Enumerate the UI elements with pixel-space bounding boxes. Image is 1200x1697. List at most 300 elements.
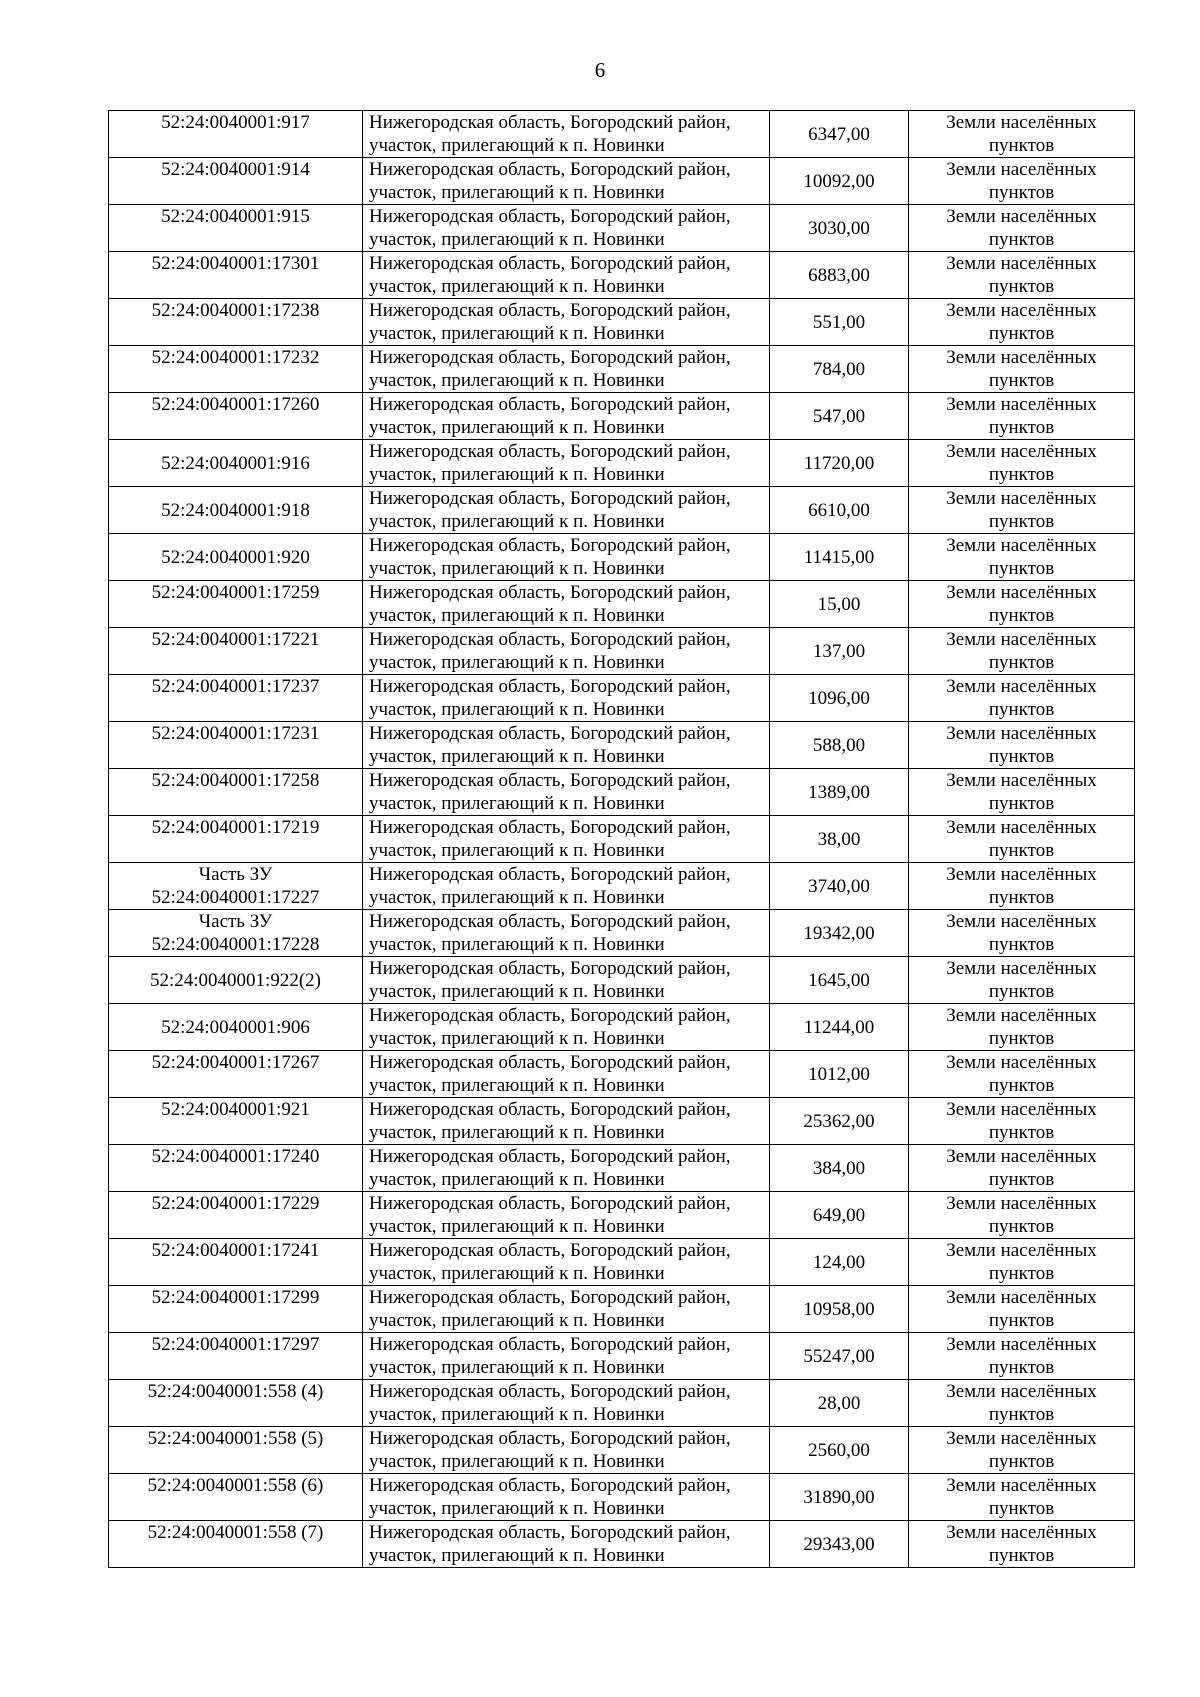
land-category-cell — [909, 440, 1135, 487]
table-row — [109, 111, 1135, 158]
address-cell — [363, 722, 770, 769]
address-cell — [363, 1098, 770, 1145]
address-cell-line: Нижегородская область, Богородский район, — [369, 1475, 731, 1496]
address-cell-line: Нижегородская область, Богородский район, — [369, 723, 731, 744]
land-category-cell-line: пунктов — [988, 323, 1055, 344]
cadastral-number-cell-line: 52:24:0040001:17259 — [151, 582, 320, 603]
address-cell-line: Нижегородская область, Богородский район, — [369, 300, 731, 321]
land-category-cell-line: пунктов — [988, 793, 1055, 814]
address-cell — [363, 299, 770, 346]
address-cell-line: Нижегородская область, Богородский район, — [369, 206, 731, 227]
address-cell-line: участок, прилегающий к п. Новинки — [369, 1498, 665, 1519]
cadastral-number-cell — [109, 346, 363, 393]
area-cell: 38,00 — [770, 816, 909, 863]
land-category-cell-line: пунктов — [988, 840, 1055, 861]
cadastral-number-cell — [109, 205, 363, 252]
cadastral-number-cell — [109, 1333, 363, 1380]
land-category-cell — [909, 581, 1135, 628]
table-row — [109, 1239, 1135, 1286]
cadastral-number-cell-line: 52:24:0040001:918 — [161, 499, 310, 521]
table-row — [109, 675, 1135, 722]
address-cell-line: Нижегородская область, Богородский район, — [369, 1099, 731, 1120]
address-cell — [363, 816, 770, 863]
address-cell-line: Нижегородская область, Богородский район, — [369, 1522, 731, 1543]
table-row — [109, 252, 1135, 299]
land-category-cell — [909, 111, 1135, 158]
address-cell-line: участок, прилегающий к п. Новинки — [369, 652, 665, 673]
land-category-cell-line: пунктов — [988, 605, 1055, 626]
land-category-cell-line: Земли населённых — [946, 1475, 1097, 1496]
cadastral-number-cell — [109, 111, 363, 158]
address-cell-line: Нижегородская область, Богородский район, — [369, 1193, 731, 1214]
address-cell-line: Нижегородская область, Богородский район, — [369, 441, 731, 462]
cadastral-number-cell — [109, 675, 363, 722]
land-category-cell — [909, 769, 1135, 816]
land-category-cell-line: пунктов — [988, 276, 1055, 297]
cadastral-number-cell — [109, 1239, 363, 1286]
land-category-cell-line: пунктов — [988, 934, 1055, 955]
address-cell — [363, 111, 770, 158]
land-category-cell — [909, 1239, 1135, 1286]
address-cell — [363, 957, 770, 1004]
land-category-cell-line: пунктов — [988, 1263, 1055, 1284]
land-category-cell-line: Земли населённых — [946, 817, 1097, 838]
address-cell-line: участок, прилегающий к п. Новинки — [369, 511, 665, 532]
table-row — [109, 487, 1135, 534]
cadastral-number-cell — [109, 1521, 363, 1568]
address-cell-line: участок, прилегающий к п. Новинки — [369, 1263, 665, 1284]
address-cell — [363, 1051, 770, 1098]
land-category-cell-line: Земли населённых — [946, 1193, 1097, 1214]
area-cell: 11720,00 — [770, 440, 909, 487]
land-category-cell-line: пунктов — [988, 1216, 1055, 1237]
address-cell-line: участок, прилегающий к п. Новинки — [369, 887, 665, 908]
area-cell: 10092,00 — [770, 158, 909, 205]
land-category-cell-line: пунктов — [988, 370, 1055, 391]
address-cell-line: Нижегородская область, Богородский район, — [369, 911, 731, 932]
area-cell: 588,00 — [770, 722, 909, 769]
table-row — [109, 1004, 1135, 1051]
land-category-cell-line: Земли населённых — [946, 958, 1097, 979]
cadastral-number-cell-line: 52:24:0040001:17219 — [151, 817, 320, 838]
land-category-cell — [909, 910, 1135, 957]
address-cell-line: Нижегородская область, Богородский район, — [369, 535, 731, 556]
land-category-cell — [909, 675, 1135, 722]
cadastral-number-cell-line: 52:24:0040001:17227 — [151, 887, 320, 908]
area-cell: 1012,00 — [770, 1051, 909, 1098]
address-cell-line: участок, прилегающий к п. Новинки — [369, 1545, 665, 1566]
area-cell: 2560,00 — [770, 1427, 909, 1474]
land-category-cell-line: пунктов — [988, 229, 1055, 250]
land-category-cell-line: Земли населённых — [946, 441, 1097, 462]
address-cell-line: участок, прилегающий к п. Новинки — [369, 323, 665, 344]
address-cell — [363, 393, 770, 440]
land-category-cell-line: пунктов — [988, 1404, 1055, 1425]
cadastral-number-cell-line: 52:24:0040001:17299 — [151, 1287, 320, 1308]
table-row — [109, 534, 1135, 581]
area-cell: 19342,00 — [770, 910, 909, 957]
area-cell: 1645,00 — [770, 957, 909, 1004]
cadastral-number-cell-line: 52:24:0040001:558 (5) — [147, 1428, 324, 1449]
table-row — [109, 1051, 1135, 1098]
cadastral-number-cell-line: 52:24:0040001:17231 — [151, 723, 320, 744]
area-cell: 10958,00 — [770, 1286, 909, 1333]
table-row — [109, 393, 1135, 440]
land-category-cell-line: Земли населённых — [946, 112, 1097, 133]
land-category-cell — [909, 722, 1135, 769]
land-category-cell — [909, 1474, 1135, 1521]
table-row — [109, 205, 1135, 252]
cadastral-number-cell — [109, 769, 363, 816]
address-cell — [363, 1286, 770, 1333]
area-cell: 28,00 — [770, 1380, 909, 1427]
address-cell-line: Нижегородская область, Богородский район, — [369, 817, 731, 838]
address-cell — [363, 1239, 770, 1286]
address-cell-line: участок, прилегающий к п. Новинки — [369, 1216, 665, 1237]
area-cell: 6610,00 — [770, 487, 909, 534]
table-row — [109, 1427, 1135, 1474]
land-category-cell-line: пунктов — [988, 652, 1055, 673]
land-category-cell-line: пунктов — [988, 981, 1055, 1002]
cadastral-number-cell — [109, 534, 363, 581]
cadastral-number-cell-line: 52:24:0040001:922(2) — [150, 969, 321, 991]
cadastral-number-cell-line: 52:24:0040001:17229 — [151, 1193, 320, 1214]
address-cell-line: участок, прилегающий к п. Новинки — [369, 934, 665, 955]
address-cell-line: участок, прилегающий к п. Новинки — [369, 558, 665, 579]
address-cell — [363, 534, 770, 581]
cadastral-number-cell-line: 52:24:0040001:914 — [161, 159, 310, 180]
land-category-cell — [909, 1286, 1135, 1333]
table-row — [109, 1474, 1135, 1521]
area-cell: 31890,00 — [770, 1474, 909, 1521]
address-cell-line: участок, прилегающий к п. Новинки — [369, 1357, 665, 1378]
cadastral-number-cell-line: 52:24:0040001:17237 — [151, 676, 320, 697]
land-category-cell-line: пунктов — [988, 1451, 1055, 1472]
land-category-cell — [909, 393, 1135, 440]
address-cell — [363, 1427, 770, 1474]
area-cell: 3740,00 — [770, 863, 909, 910]
land-category-cell-line: Земли населённых — [946, 1240, 1097, 1261]
table-row — [109, 440, 1135, 487]
cadastral-number-cell — [109, 1192, 363, 1239]
cadastral-number-cell-line: Часть ЗУ — [198, 911, 273, 932]
table-row — [109, 1333, 1135, 1380]
table-row — [109, 581, 1135, 628]
address-cell-line: Нижегородская область, Богородский район, — [369, 1334, 731, 1355]
land-category-cell — [909, 158, 1135, 205]
land-category-cell — [909, 863, 1135, 910]
land-category-cell — [909, 1427, 1135, 1474]
land-category-cell-line: Земли населённых — [946, 1005, 1097, 1026]
land-category-cell-line: Земли населённых — [946, 206, 1097, 227]
table-row — [109, 910, 1135, 957]
table-row — [109, 1098, 1135, 1145]
cadastral-number-cell-line: 52:24:0040001:558 (6) — [147, 1475, 324, 1496]
land-category-cell-line: пунктов — [988, 746, 1055, 767]
cadastral-number-cell — [109, 487, 363, 534]
address-cell — [363, 252, 770, 299]
land-category-cell-line: пунктов — [988, 182, 1055, 203]
cadastral-number-cell — [109, 722, 363, 769]
land-category-cell — [909, 1333, 1135, 1380]
land-category-cell-line: пунктов — [988, 1075, 1055, 1096]
land-category-cell-line: Земли населённых — [946, 864, 1097, 885]
land-category-cell-line: пунктов — [988, 1498, 1055, 1519]
land-category-cell — [909, 1145, 1135, 1192]
table-row — [109, 957, 1135, 1004]
land-category-cell-line: Земли населённых — [946, 253, 1097, 274]
land-category-cell-line: Земли населённых — [946, 1099, 1097, 1120]
address-cell-line: участок, прилегающий к п. Новинки — [369, 276, 665, 297]
area-cell: 25362,00 — [770, 1098, 909, 1145]
cadastral-number-cell — [109, 1380, 363, 1427]
land-category-cell-line: Земли населённых — [946, 1146, 1097, 1167]
address-cell — [363, 346, 770, 393]
cadastral-number-cell-line: 52:24:0040001:921 — [161, 1099, 310, 1120]
address-cell-line: Нижегородская область, Богородский район, — [369, 582, 731, 603]
area-cell: 11415,00 — [770, 534, 909, 581]
table-row — [109, 863, 1135, 910]
address-cell — [363, 863, 770, 910]
address-cell-line: участок, прилегающий к п. Новинки — [369, 1310, 665, 1331]
area-cell: 1389,00 — [770, 769, 909, 816]
area-cell: 384,00 — [770, 1145, 909, 1192]
cadastral-number-cell-line: 52:24:0040001:17238 — [151, 300, 320, 321]
address-cell — [363, 675, 770, 722]
land-category-cell-line: Земли населённых — [946, 629, 1097, 650]
land-category-cell-line: пунктов — [988, 464, 1055, 485]
table-row — [109, 1145, 1135, 1192]
cadastral-number-cell-line: 52:24:0040001:915 — [161, 206, 310, 227]
address-cell-line: участок, прилегающий к п. Новинки — [369, 370, 665, 391]
cadastral-number-cell-line: 52:24:0040001:17241 — [151, 1240, 320, 1261]
address-cell-line: Нижегородская область, Богородский район, — [369, 1287, 731, 1308]
address-cell — [363, 628, 770, 675]
land-category-cell-line: пунктов — [988, 699, 1055, 720]
address-cell-line: участок, прилегающий к п. Новинки — [369, 229, 665, 250]
table-row — [109, 628, 1135, 675]
land-category-cell-line: Земли населённых — [946, 535, 1097, 556]
land-category-cell — [909, 1521, 1135, 1568]
address-cell-line: Нижегородская область, Богородский район, — [369, 1381, 731, 1402]
cadastral-number-cell — [109, 1004, 363, 1051]
cadastral-number-cell — [109, 1427, 363, 1474]
cadastral-number-cell-line: 52:24:0040001:916 — [161, 452, 310, 474]
address-cell-line: Нижегородская область, Богородский район, — [369, 1240, 731, 1261]
area-cell: 649,00 — [770, 1192, 909, 1239]
area-cell: 55247,00 — [770, 1333, 909, 1380]
land-category-cell — [909, 534, 1135, 581]
address-cell — [363, 1521, 770, 1568]
cadastral-number-cell-line: 52:24:0040001:17228 — [151, 934, 320, 955]
area-cell: 784,00 — [770, 346, 909, 393]
address-cell-line: участок, прилегающий к п. Новинки — [369, 605, 665, 626]
cadastral-number-cell — [109, 1474, 363, 1521]
table-row — [109, 769, 1135, 816]
land-category-cell-line: Земли населённых — [946, 1334, 1097, 1355]
address-cell-line: участок, прилегающий к п. Новинки — [369, 1451, 665, 1472]
cadastral-number-cell-line: 52:24:0040001:17297 — [151, 1334, 320, 1355]
land-category-cell-line: Земли населённых — [946, 347, 1097, 368]
cadastral-number-cell — [109, 158, 363, 205]
address-cell-line: Нижегородская область, Богородский район, — [369, 394, 731, 415]
address-cell-line: участок, прилегающий к п. Новинки — [369, 1404, 665, 1425]
area-cell: 11244,00 — [770, 1004, 909, 1051]
land-category-cell-line: пунктов — [988, 1357, 1055, 1378]
address-cell-line: участок, прилегающий к п. Новинки — [369, 793, 665, 814]
address-cell-line: Нижегородская область, Богородский район, — [369, 112, 731, 133]
table-row — [109, 299, 1135, 346]
land-category-cell-line: пунктов — [988, 1028, 1055, 1049]
address-cell-line: Нижегородская область, Богородский район, — [369, 629, 731, 650]
table-row — [109, 1286, 1135, 1333]
address-cell — [363, 1004, 770, 1051]
address-cell — [363, 440, 770, 487]
land-category-cell-line: Земли населённых — [946, 1522, 1097, 1543]
land-category-cell-line: Земли населённых — [946, 394, 1097, 415]
land-category-cell-line: пунктов — [988, 558, 1055, 579]
table-row — [109, 158, 1135, 205]
cadastral-number-cell — [109, 1145, 363, 1192]
area-cell: 15,00 — [770, 581, 909, 628]
land-category-cell — [909, 205, 1135, 252]
cadastral-number-cell-line: 52:24:0040001:17267 — [151, 1052, 320, 1073]
cadastral-number-cell — [109, 910, 363, 957]
land-category-cell — [909, 1051, 1135, 1098]
land-category-cell-line: Земли населённых — [946, 1287, 1097, 1308]
cadastral-number-cell — [109, 628, 363, 675]
table-row — [109, 1192, 1135, 1239]
address-cell — [363, 1145, 770, 1192]
land-category-cell-line: пунктов — [988, 417, 1055, 438]
address-cell — [363, 158, 770, 205]
address-cell-line: Нижегородская область, Богородский район, — [369, 1146, 731, 1167]
cadastral-number-cell-line: 52:24:0040001:558 (4) — [147, 1381, 324, 1402]
land-category-cell — [909, 1192, 1135, 1239]
cadastral-number-cell-line: 52:24:0040001:920 — [161, 546, 310, 568]
land-category-cell — [909, 1004, 1135, 1051]
address-cell-line: Нижегородская область, Богородский район, — [369, 958, 731, 979]
address-cell-line: участок, прилегающий к п. Новинки — [369, 699, 665, 720]
cadastral-number-cell-line: 52:24:0040001:906 — [161, 1016, 310, 1038]
cadastral-number-cell — [109, 252, 363, 299]
cadastral-number-cell-line: 52:24:0040001:17258 — [151, 770, 320, 791]
table-row — [109, 722, 1135, 769]
address-cell-line: участок, прилегающий к п. Новинки — [369, 981, 665, 1002]
table-row — [109, 1521, 1135, 1568]
address-cell-line: Нижегородская область, Богородский район, — [369, 159, 731, 180]
cadastral-number-cell-line: 52:24:0040001:558 (7) — [147, 1522, 324, 1543]
cadastral-number-cell-line: 52:24:0040001:917 — [161, 112, 310, 133]
land-category-cell-line: Земли населённых — [946, 676, 1097, 697]
land-category-cell — [909, 1098, 1135, 1145]
cadastral-number-cell-line: 52:24:0040001:17221 — [151, 629, 320, 650]
address-cell-line: участок, прилегающий к п. Новинки — [369, 1028, 665, 1049]
area-cell: 6347,00 — [770, 111, 909, 158]
land-category-cell — [909, 299, 1135, 346]
address-cell-line: Нижегородская область, Богородский район, — [369, 770, 731, 791]
address-cell-line: Нижегородская область, Богородский район, — [369, 488, 731, 509]
cadastral-number-cell — [109, 816, 363, 863]
land-category-cell-line: Земли населённых — [946, 488, 1097, 509]
land-category-cell — [909, 957, 1135, 1004]
cadastral-number-cell — [109, 440, 363, 487]
cadastral-number-cell — [109, 1051, 363, 1098]
address-cell-line: участок, прилегающий к п. Новинки — [369, 746, 665, 767]
table-row — [109, 1380, 1135, 1427]
land-category-cell-line: Земли населённых — [946, 1428, 1097, 1449]
land-category-cell-line: пунктов — [988, 1310, 1055, 1331]
land-category-cell-line: Земли населённых — [946, 159, 1097, 180]
land-plots-table — [108, 110, 1135, 1568]
address-cell — [363, 1192, 770, 1239]
address-cell — [363, 769, 770, 816]
land-category-cell-line: Земли населённых — [946, 582, 1097, 603]
land-category-cell-line: Земли населённых — [946, 1381, 1097, 1402]
land-category-cell-line: пунктов — [988, 887, 1055, 908]
address-cell-line: Нижегородская область, Богородский район, — [369, 1428, 731, 1449]
address-cell — [363, 1333, 770, 1380]
address-cell — [363, 205, 770, 252]
address-cell — [363, 1380, 770, 1427]
address-cell-line: Нижегородская область, Богородский район, — [369, 253, 731, 274]
address-cell-line: участок, прилегающий к п. Новинки — [369, 417, 665, 438]
area-cell: 3030,00 — [770, 205, 909, 252]
cadastral-number-cell — [109, 581, 363, 628]
table-row — [109, 346, 1135, 393]
address-cell — [363, 581, 770, 628]
cadastral-number-cell — [109, 957, 363, 1004]
cadastral-number-cell-line: 52:24:0040001:17260 — [151, 394, 320, 415]
land-category-cell — [909, 487, 1135, 534]
land-category-cell — [909, 816, 1135, 863]
cadastral-number-cell — [109, 863, 363, 910]
land-category-cell-line: пунктов — [988, 135, 1055, 156]
page-number: 6 — [594, 58, 606, 82]
land-category-cell — [909, 346, 1135, 393]
address-cell — [363, 487, 770, 534]
cadastral-number-cell-line: 52:24:0040001:17240 — [151, 1146, 320, 1167]
area-cell: 29343,00 — [770, 1521, 909, 1568]
address-cell-line: Нижегородская область, Богородский район, — [369, 864, 731, 885]
cadastral-number-cell-line: 52:24:0040001:17301 — [151, 253, 320, 274]
address-cell-line: Нижегородская область, Богородский район, — [369, 1005, 731, 1026]
land-plots-table-body — [109, 111, 1135, 1568]
address-cell — [363, 910, 770, 957]
land-category-cell-line: пунктов — [988, 1545, 1055, 1566]
land-category-cell — [909, 628, 1135, 675]
land-category-cell-line: Земли населённых — [946, 770, 1097, 791]
cadastral-number-cell — [109, 299, 363, 346]
land-category-cell-line: пунктов — [988, 1169, 1055, 1190]
area-cell: 1096,00 — [770, 675, 909, 722]
address-cell-line: Нижегородская область, Богородский район, — [369, 676, 731, 697]
land-category-cell-line: пунктов — [988, 511, 1055, 532]
address-cell-line: Нижегородская область, Богородский район, — [369, 1052, 731, 1073]
cadastral-number-cell-line: 52:24:0040001:17232 — [151, 347, 320, 368]
area-cell: 551,00 — [770, 299, 909, 346]
table-row — [109, 816, 1135, 863]
address-cell-line: участок, прилегающий к п. Новинки — [369, 1169, 665, 1190]
cadastral-number-cell-line: Часть ЗУ — [198, 864, 273, 885]
cadastral-number-cell — [109, 393, 363, 440]
land-category-cell-line: Земли населённых — [946, 300, 1097, 321]
area-cell: 137,00 — [770, 628, 909, 675]
address-cell-line: Нижегородская область, Богородский район, — [369, 347, 731, 368]
area-cell: 6883,00 — [770, 252, 909, 299]
area-cell: 547,00 — [770, 393, 909, 440]
address-cell — [363, 1474, 770, 1521]
